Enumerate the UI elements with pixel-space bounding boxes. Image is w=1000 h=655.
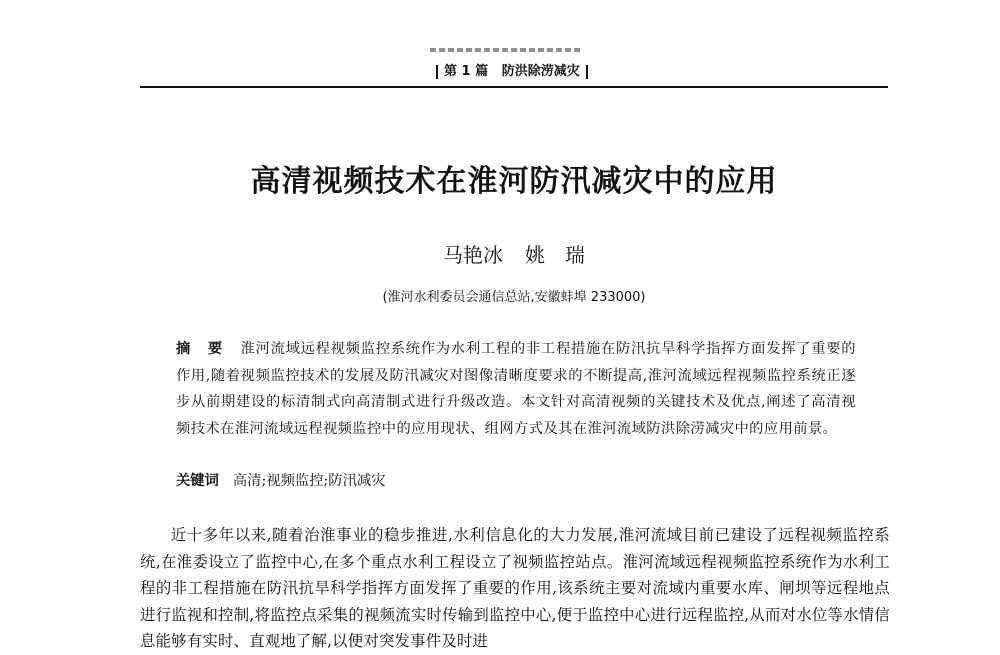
keywords-text: 高清;视频监控;防汛减灾 <box>232 473 386 489</box>
header-bar-left <box>436 65 438 79</box>
authors <box>140 240 888 270</box>
abstract-label: 摘 要 <box>176 341 229 357</box>
header-bar-right <box>586 65 588 79</box>
header-decoration <box>430 48 582 52</box>
paper-title: 高清视频技术在淮河防汛减灾中的应用 <box>250 164 778 199</box>
abstract <box>176 336 856 442</box>
abstract-text: 淮河流域远程视频监控系统作为水利工程的非工程措施在防汛抗旱科学指挥方面发挥了重要的作用,随着视频监控技术的发展及防汛减灾对图像清晰度要求的不断提高,淮河流域远程视频监控系统正逐步从前期建设的标清制式向高清制式进行升级改造。本文针对高清视频的关键技术及优点,阐述了高清视频技术在淮河流域远程视频监控中的应用现状、组网方式及其在淮河流域防洪除涝减灾中的应用前景。 <box>176 341 856 437</box>
header-rule <box>140 86 888 88</box>
body-paragraph: 近十多年以来,随着治淮事业的稳步推进,水利信息化的大力发展,淮河流域目前已建设了远程视频监控系统,在淮委设立了监控中心,在多个重点水利工程设立了视频监控站点。淮河流域远程视频监控系统作为水利工程的非工程措施在防汛抗旱科学指挥方面发挥了重要的作用,该系统主要对流域内重要水库、闸坝等远程地点进行监视和控制,将监控点采集的视频流实时传输到监控中心,便于监控中心进行远程监控,从而对水位等水情信息能够有实时、直观地了解,以便对突发事件及时进 <box>140 526 890 650</box>
header-section: 第 1 篇 <box>444 64 489 79</box>
affiliation: (淮河水利委员会通信总站,安徽蚌埠 233000) <box>382 290 646 305</box>
author-2: 姚 瑞 <box>525 243 585 267</box>
author-1: 马艳冰 <box>443 243 503 267</box>
keywords-label: 关键词 <box>176 473 219 489</box>
keywords <box>176 468 856 494</box>
running-header <box>430 62 590 82</box>
header-topic: 防洪除涝减灾 <box>501 64 580 79</box>
